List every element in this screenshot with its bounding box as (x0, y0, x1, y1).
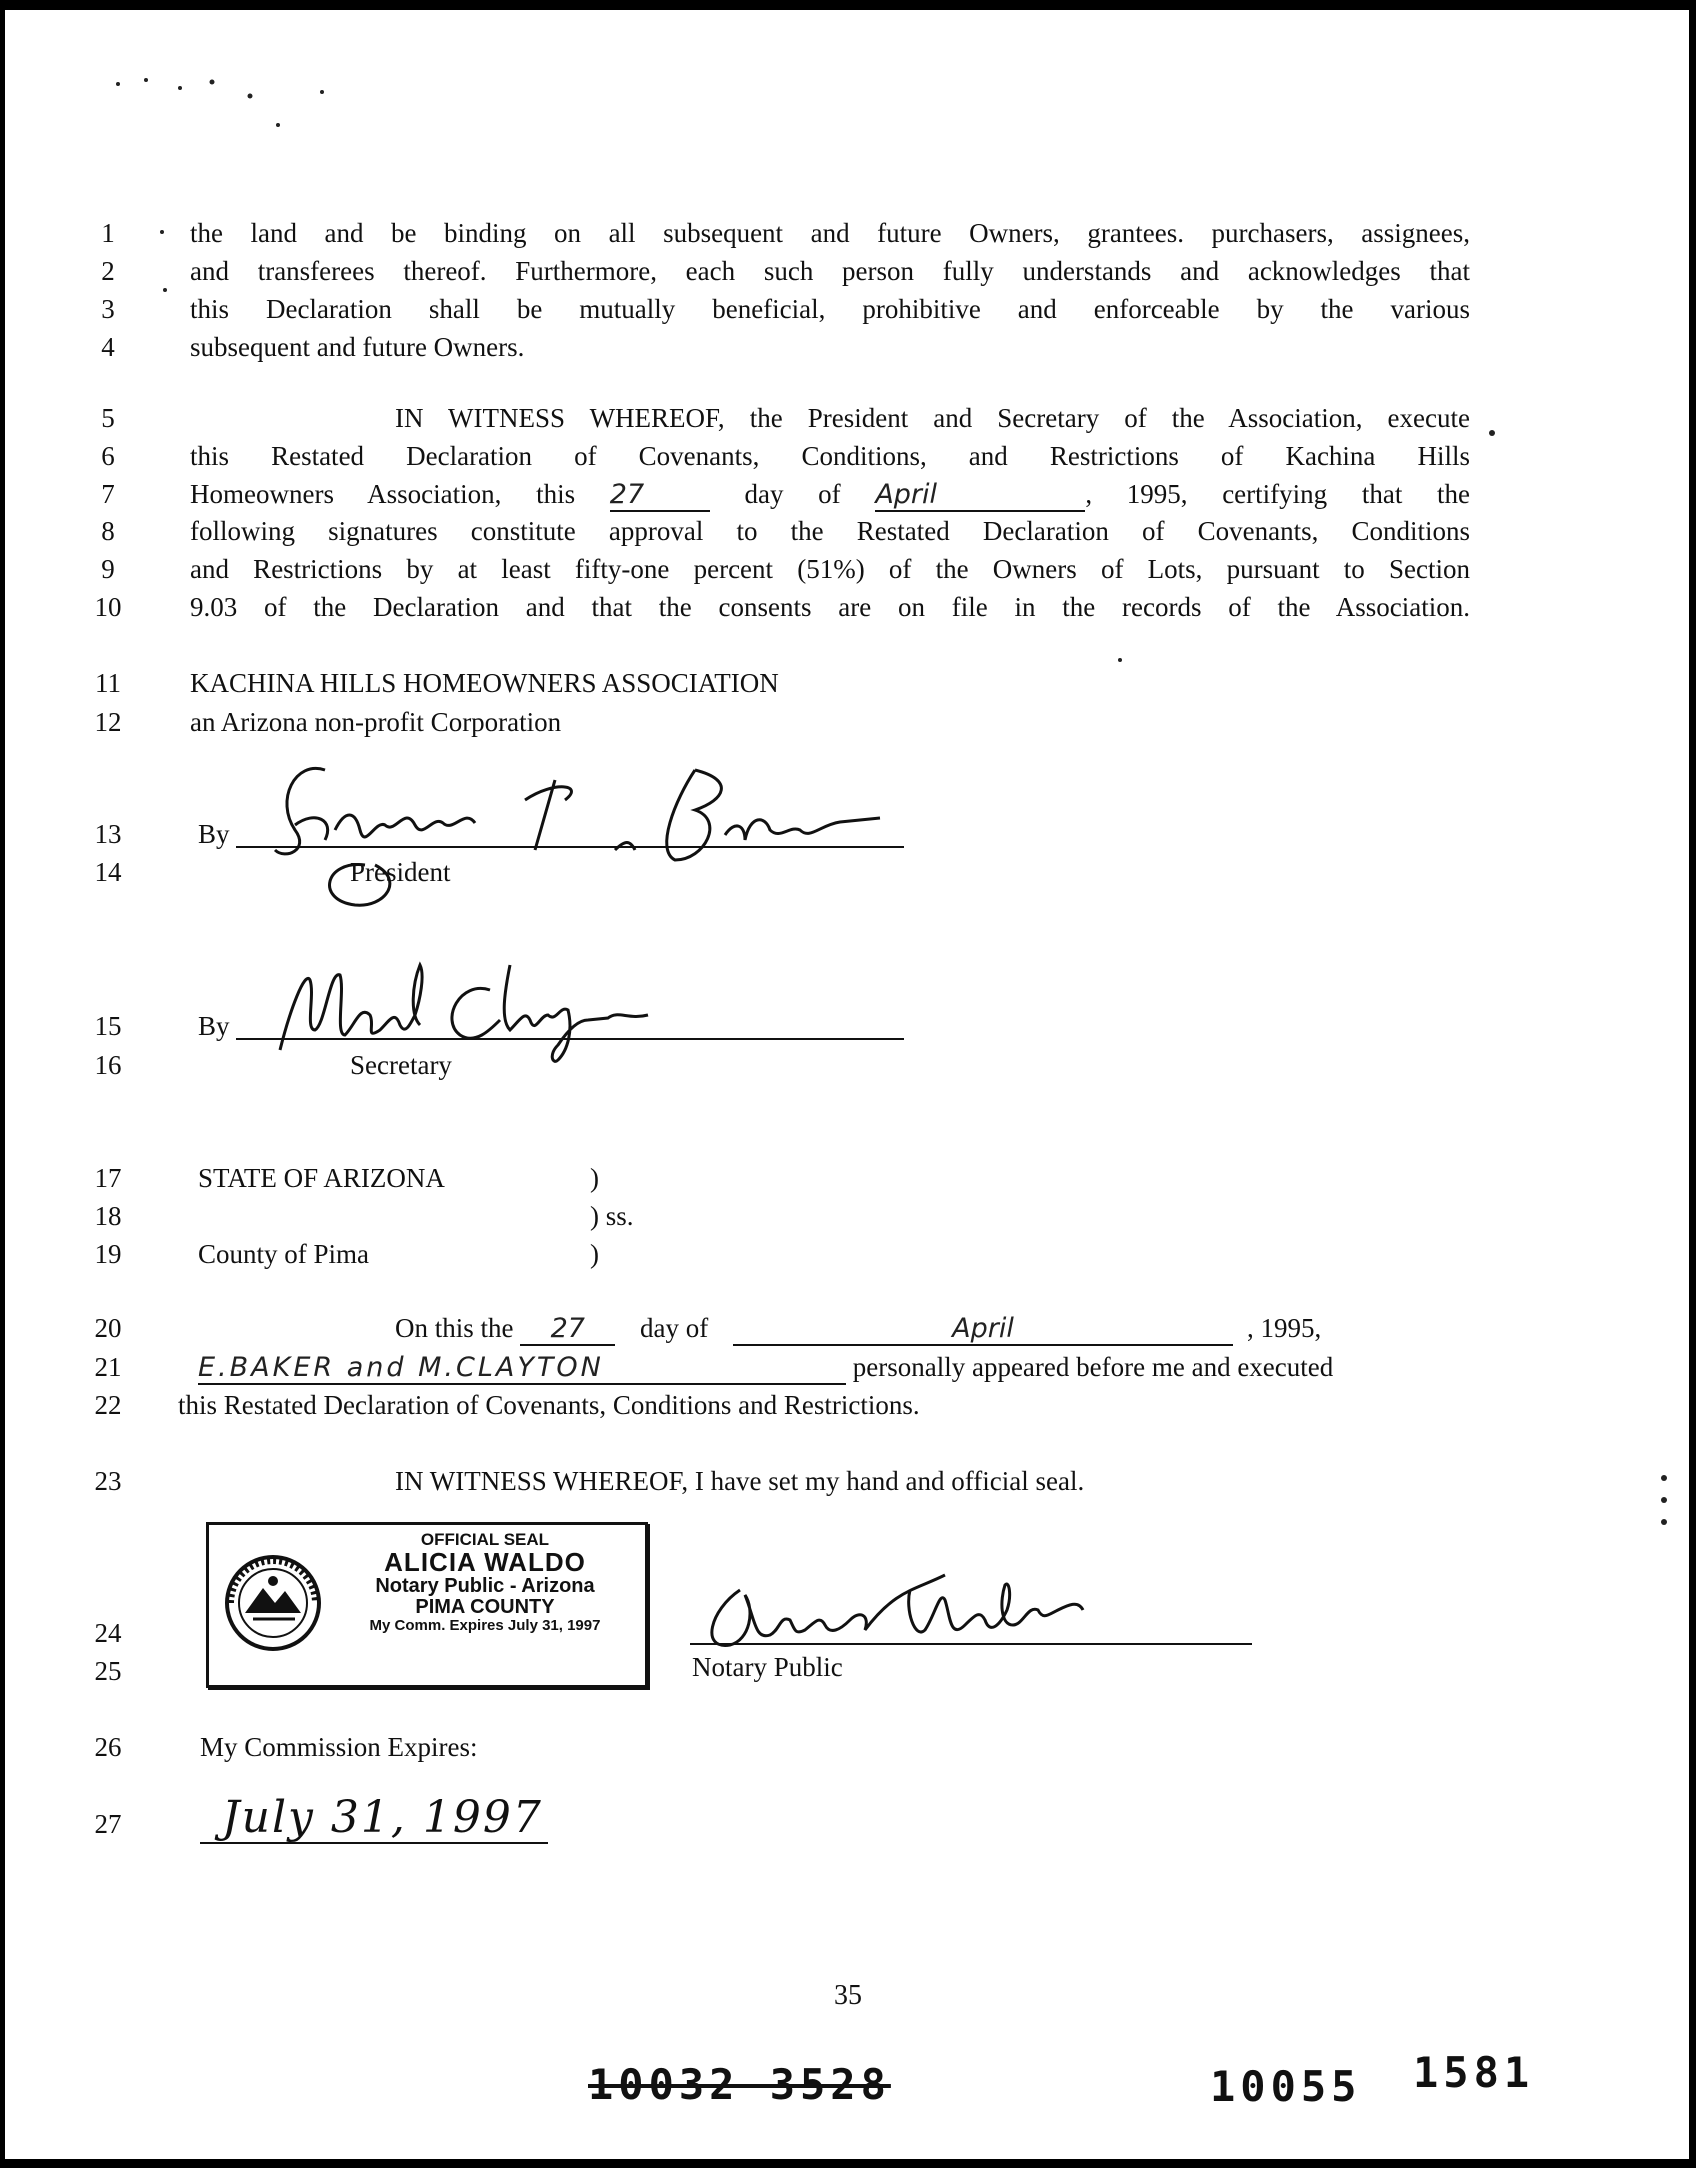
page-number: 35 (834, 1980, 862, 2011)
line-number: 8 (101, 516, 115, 546)
association-name: KACHINA HILLS HOMEOWNERS ASSOCIATION (190, 668, 779, 698)
witness-line: IN WITNESS WHEREOF, I have set my hand and official seal. (395, 1466, 1085, 1496)
by-label: By (198, 819, 230, 849)
venue-ss: ) ss. (590, 1201, 634, 1231)
by-label: By (198, 1011, 230, 1041)
notary-seal-stamp (206, 1522, 648, 1688)
secretary-signature (260, 950, 700, 1070)
line-number: 4 (101, 332, 115, 362)
line-number: 3 (101, 294, 115, 324)
body-line: subsequent and future Owners. (190, 332, 525, 362)
body-text: , 1995, (1246, 1313, 1322, 1343)
handwritten-day: 27 (610, 479, 710, 512)
line-number: 18 (94, 1201, 122, 1231)
seal-county: PIMA COUNTY (415, 1596, 555, 1619)
recording-reference-page: 1581 (1413, 2048, 1535, 2097)
body-line: and transferees thereof. Furthermore, each such person fully understands and acknowledges that (190, 256, 1470, 286)
seal-heading: OFFICIAL SEAL (420, 1530, 550, 1549)
line-number: 10 (94, 592, 122, 622)
line-number: 9 (101, 554, 115, 584)
old-recording-reference: 10032 3528 (588, 2060, 891, 2109)
line-number: 1 (101, 218, 115, 248)
body-text: day of (744, 479, 841, 509)
acknowledgment-line (395, 1313, 1321, 1346)
handwritten-month: April (733, 1313, 1233, 1346)
line-number: 5 (101, 403, 115, 433)
line-number: 27 (94, 1809, 122, 1839)
line-number: 2 (101, 256, 115, 286)
body-text: Homeowners Association, this (190, 479, 576, 509)
line-number: 23 (94, 1466, 122, 1496)
body-text: day of (640, 1313, 709, 1343)
line-number: 19 (94, 1239, 122, 1269)
body-line: this Declaration shall be mutually beneficial, prohibitive and enforceable by the various (190, 294, 1470, 324)
line-number: 16 (94, 1050, 122, 1080)
venue-paren: ) (590, 1163, 599, 1193)
body-text: On this the (395, 1313, 514, 1343)
body-text: personally appeared before me and executed (852, 1352, 1334, 1382)
venue-county: County of Pima (198, 1239, 370, 1269)
association-subtitle: an Arizona non-profit Corporation (190, 707, 562, 737)
line-number: 7 (101, 479, 115, 509)
notary-title: Notary Public (692, 1652, 843, 1682)
body-line: IN WITNESS WHEREOF, the President and Secretary of the Association, execute (395, 403, 1470, 433)
handwritten-commission-date: July 31, 1997 (222, 1792, 543, 1843)
secretary-title: Secretary (350, 1050, 452, 1080)
body-text: , 1995, certifying that the (1085, 479, 1470, 509)
notary-signature (700, 1570, 1140, 1665)
body-line-date (190, 479, 1470, 512)
seal-notary-name: ALICIA WALDO (384, 1546, 586, 1577)
line-number: 22 (94, 1390, 122, 1420)
venue-state: STATE OF ARIZONA (198, 1163, 445, 1193)
line-number: 11 (95, 668, 121, 698)
body-line: and Restrictions by at least fifty-one percent (51%) of the Owners of Lots, pursuant to Section (190, 554, 1470, 584)
line-number: 14 (94, 857, 122, 887)
handwritten-day: 27 (520, 1313, 615, 1346)
line-number: 24 (94, 1618, 122, 1648)
commission-label: My Commission Expires: (200, 1732, 478, 1762)
body-line: following signatures constitute approval to the Restated Declaration of Covenants, Conditions (190, 516, 1470, 546)
line-number: 20 (94, 1313, 122, 1343)
venue-paren: ) (590, 1239, 599, 1269)
acknowledgment-names-line (198, 1352, 1333, 1385)
handwritten-names: E.BAKER and M.CLAYTON (198, 1352, 846, 1385)
seal-notary-state: Notary Public - Arizona (375, 1575, 595, 1598)
line-number: 17 (94, 1163, 122, 1193)
body-line: 9.03 of the Declaration and that the consents are on file in the records of the Association. (190, 592, 1470, 622)
president-title: President (350, 857, 451, 887)
president-signature (255, 740, 895, 920)
body-line: this Restated Declaration of Covenants, Conditions, and Restrictions of Kachina Hills (190, 441, 1470, 471)
body-line: the land and be binding on all subsequent and future Owners, grantees. purchasers, assignees, (190, 218, 1470, 248)
line-number: 25 (94, 1656, 122, 1686)
recording-reference-docket: 10055 (1210, 2062, 1362, 2111)
line-number: 26 (94, 1732, 122, 1762)
line-number: 12 (94, 707, 122, 737)
line-number: 15 (94, 1011, 122, 1041)
seal-expiry: My Comm. Expires July 31, 1997 (369, 1617, 601, 1635)
line-number: 13 (94, 819, 122, 849)
line-number: 21 (94, 1352, 122, 1382)
handwritten-month: April (875, 479, 1085, 512)
state-seal-emblem (223, 1553, 323, 1653)
body-line: this Restated Declaration of Covenants, Conditions and Restrictions. (178, 1390, 920, 1420)
line-number: 6 (101, 441, 115, 471)
